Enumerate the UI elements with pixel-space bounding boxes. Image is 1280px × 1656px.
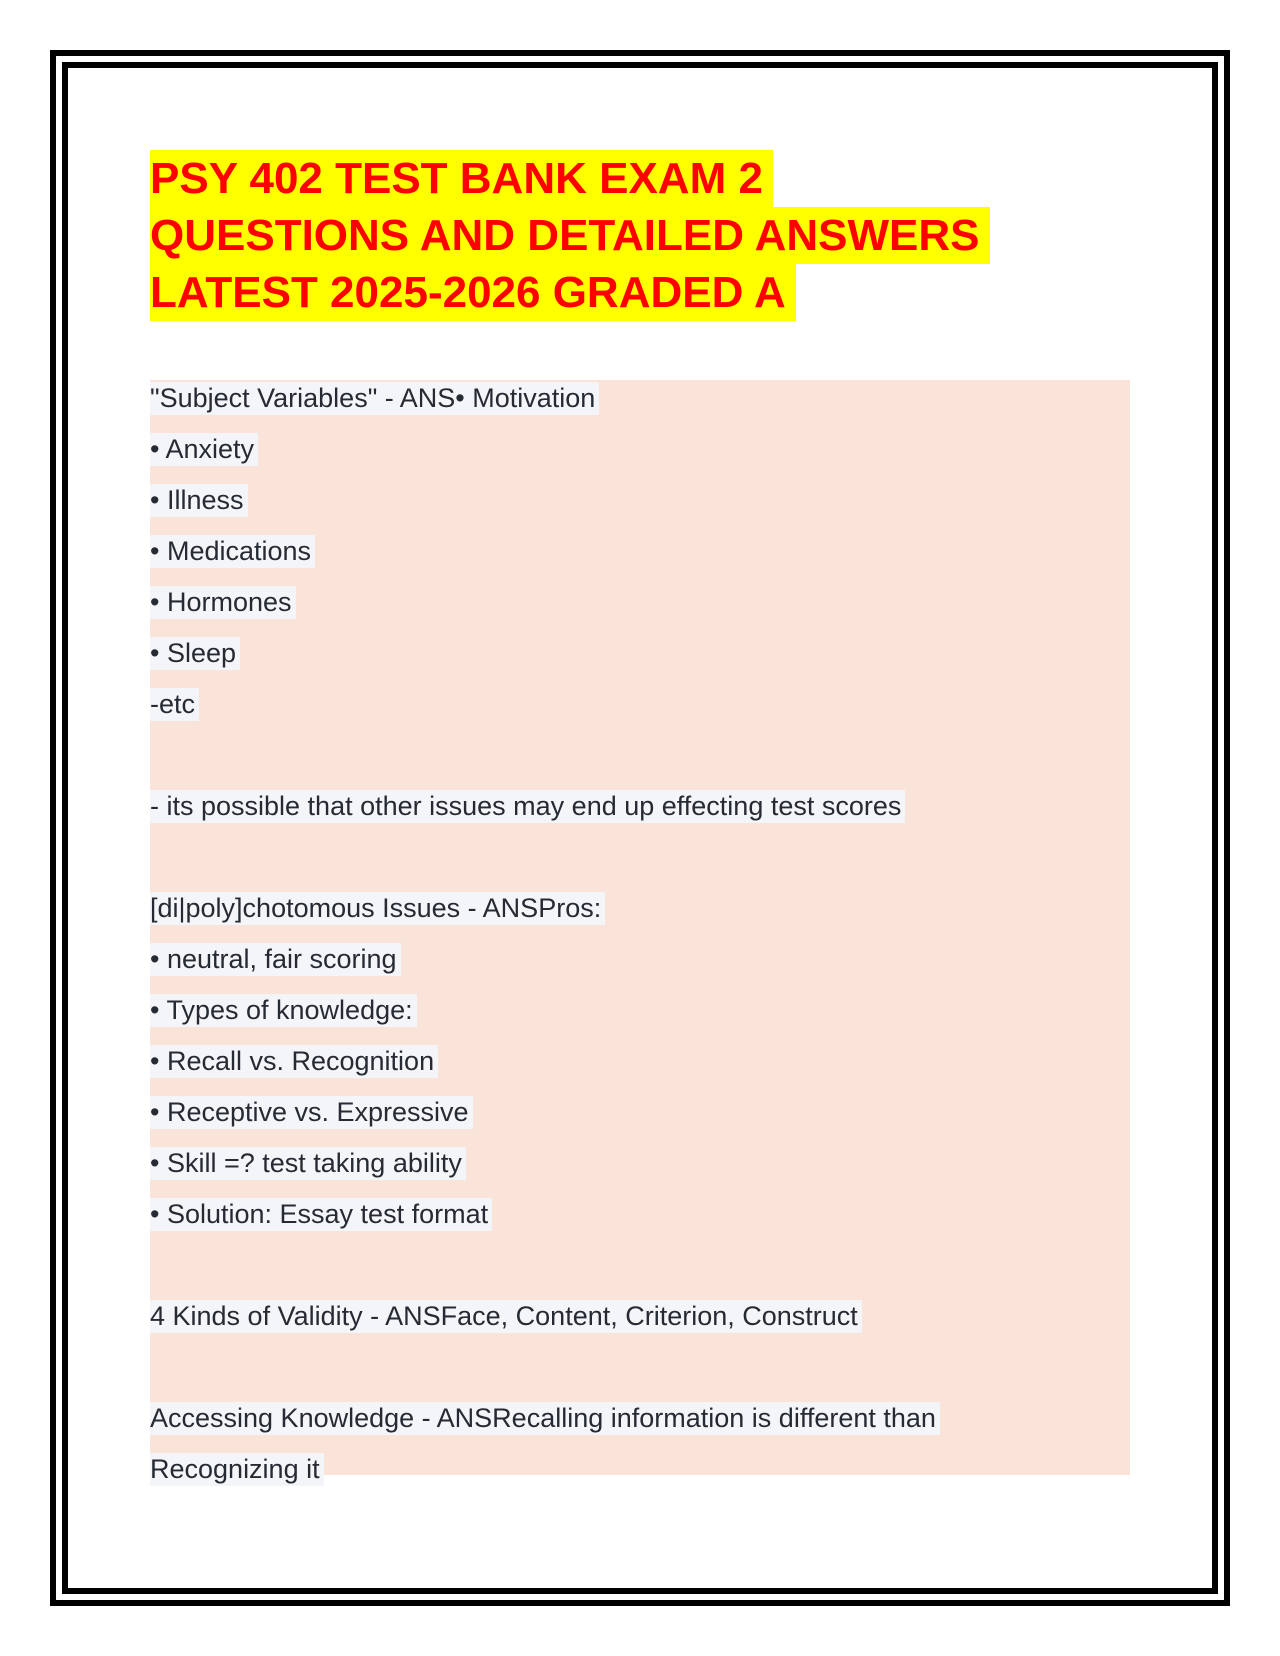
blank-line — [150, 737, 1130, 788]
content-line: Accessing Knowledge - ANSRecalling information is different than — [150, 1400, 1130, 1451]
content-line: 4 Kinds of Validity - ANSFace, Content, Criterion, Construct — [150, 1298, 1130, 1349]
content-line: • Receptive vs. Expressive — [150, 1094, 1130, 1145]
content-line: • Anxiety — [150, 431, 1130, 482]
title-line: LATEST 2025-2026 GRADED A — [150, 264, 796, 321]
title-line: PSY 402 TEST BANK EXAM 2 — [150, 150, 773, 207]
content-line: • Sleep — [150, 635, 1130, 686]
content-line: • neutral, fair scoring — [150, 941, 1130, 992]
content-line: • Hormones — [150, 584, 1130, 635]
blank-line — [150, 839, 1130, 890]
content-line: • Solution: Essay test format — [150, 1196, 1130, 1247]
content-line: Recognizing it — [150, 1451, 1130, 1502]
title-line: QUESTIONS AND DETAILED ANSWERS — [150, 207, 990, 264]
content-line: • Medications — [150, 533, 1130, 584]
content-line: "Subject Variables" - ANS• Motivation — [150, 380, 1130, 431]
content-line: [di|poly]chotomous Issues - ANSPros: — [150, 890, 1130, 941]
blank-line — [150, 1349, 1130, 1400]
content-line: • Recall vs. Recognition — [150, 1043, 1130, 1094]
content-line: -etc — [150, 686, 1130, 737]
flashcard-content — [150, 380, 1130, 1484]
content-line: • Illness — [150, 482, 1130, 533]
content-line: • Types of knowledge: — [150, 992, 1130, 1043]
blank-line — [150, 1247, 1130, 1298]
content-line: - its possible that other issues may end up effecting test scores — [150, 788, 1130, 839]
document-title — [150, 150, 1130, 321]
content-line: • Skill =? test taking ability — [150, 1145, 1130, 1196]
